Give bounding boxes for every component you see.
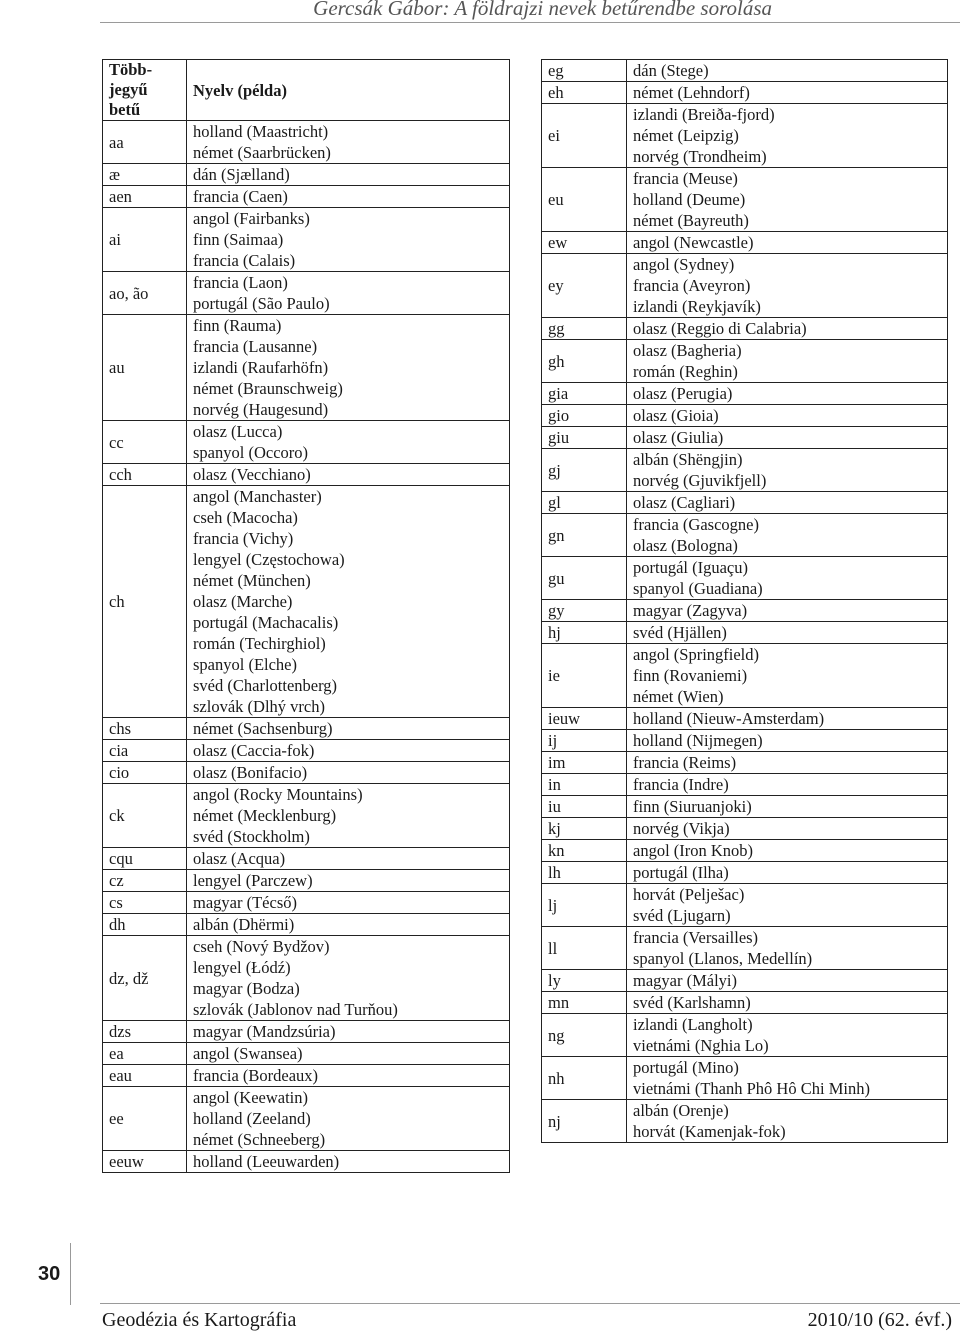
table-row <box>542 774 948 796</box>
letter-combination: eau <box>103 1065 187 1087</box>
letter-combination: æ <box>103 164 187 186</box>
language-examples <box>187 208 510 272</box>
example-entry: portugál (Iguaçu) <box>633 558 748 577</box>
language-examples <box>627 557 948 600</box>
language-examples <box>627 1100 948 1143</box>
table-row <box>542 862 948 884</box>
table-row <box>103 914 510 936</box>
language-examples <box>627 449 948 492</box>
example-entry: német (Sachsenburg) <box>193 719 333 738</box>
table-row <box>542 752 948 774</box>
example-entry: angol (Sydney) <box>633 255 735 274</box>
example-entry: norvég (Vikja) <box>633 819 730 838</box>
example-entry: vietnámi (Thanh Phô Hô Chi Minh) <box>633 1079 870 1098</box>
example-entry: német (München) <box>193 571 311 590</box>
language-examples <box>187 421 510 464</box>
language-examples <box>627 340 948 383</box>
example-entry: olasz (Bagheria) <box>633 341 742 360</box>
letter-combination: au <box>103 315 187 421</box>
letter-combination: giu <box>542 427 627 449</box>
table-row <box>542 104 948 168</box>
letter-combination: gl <box>542 492 627 514</box>
letter-combination: chs <box>103 718 187 740</box>
example-entry: holland (Zeeland) <box>193 1109 311 1128</box>
language-examples <box>627 927 948 970</box>
language-examples <box>187 315 510 421</box>
letter-combination: cz <box>103 870 187 892</box>
letter-combination: aa <box>103 121 187 164</box>
letter-combination: ei <box>542 104 627 168</box>
language-examples <box>627 492 948 514</box>
letter-combination: ee <box>103 1087 187 1151</box>
letter-combination: cch <box>103 464 187 486</box>
example-entry: angol (Swansea) <box>193 1044 303 1063</box>
example-entry: francia (Meuse) <box>633 169 738 188</box>
letter-combination: cc <box>103 421 187 464</box>
language-examples <box>627 168 948 232</box>
example-entry: izlandi (Raufarhöfn) <box>193 358 329 377</box>
language-examples <box>187 1087 510 1151</box>
letter-combination: nj <box>542 1100 627 1143</box>
example-entry: magyar (Técső) <box>193 893 297 912</box>
example-entry: izlandi (Breiða-fjord) <box>633 105 775 124</box>
example-entry: lengyel (Częstochowa) <box>193 550 345 569</box>
letter-combination: gy <box>542 600 627 622</box>
example-entry: francia (Gascogne) <box>633 515 759 534</box>
language-examples <box>187 186 510 208</box>
table-row <box>542 884 948 927</box>
example-entry: spanyol (Occoro) <box>193 443 309 462</box>
language-examples <box>627 514 948 557</box>
example-entry: albán (Dhërmi) <box>193 915 295 934</box>
example-entry: német (Bayreuth) <box>633 211 749 230</box>
example-entry: angol (Keewatin) <box>193 1088 308 1107</box>
letter-combination: nh <box>542 1057 627 1100</box>
example-entry: francia (Aveyron) <box>633 276 751 295</box>
letter-combination: ij <box>542 730 627 752</box>
language-examples <box>627 318 948 340</box>
example-entry: holland (Leeuwarden) <box>193 1152 340 1171</box>
example-entry: albán (Shëngjin) <box>633 450 743 469</box>
example-entry: angol (Springfield) <box>633 645 760 664</box>
table-row <box>103 936 510 1021</box>
example-entry: finn (Saimaa) <box>193 230 284 249</box>
table-row <box>103 1087 510 1151</box>
table-row <box>103 740 510 762</box>
language-examples <box>187 740 510 762</box>
example-entry: szlovák (Jablonov nad Turňou) <box>193 1000 398 1019</box>
table-row <box>103 848 510 870</box>
table-row <box>103 121 510 164</box>
example-entry: olasz (Giulia) <box>633 428 724 447</box>
example-entry: svéd (Karlshamn) <box>633 993 751 1012</box>
table-row <box>542 427 948 449</box>
table-row <box>542 600 948 622</box>
example-entry: svéd (Charlottenberg) <box>193 676 338 695</box>
language-examples <box>187 272 510 315</box>
table-row <box>542 1014 948 1057</box>
letter-combination: dh <box>103 914 187 936</box>
letter-combination: cqu <box>103 848 187 870</box>
letter-combination: eu <box>542 168 627 232</box>
letter-combination: kj <box>542 818 627 840</box>
language-examples <box>187 784 510 848</box>
letter-combination: cia <box>103 740 187 762</box>
table-row <box>103 272 510 315</box>
table-row <box>103 486 510 718</box>
example-entry: holland (Maastricht) <box>193 122 329 141</box>
letter-combination: gh <box>542 340 627 383</box>
letter-combination: in <box>542 774 627 796</box>
table-row <box>103 164 510 186</box>
page-number-rule <box>70 1243 71 1305</box>
language-examples <box>187 848 510 870</box>
example-entry: spanyol (Llanos, Medellín) <box>633 949 813 968</box>
table-row <box>542 514 948 557</box>
example-entry: magyar (Mályi) <box>633 971 738 990</box>
example-entry: holland (Nijmegen) <box>633 731 763 750</box>
example-entry: francia (Laon) <box>193 273 288 292</box>
table-row <box>542 405 948 427</box>
language-examples <box>627 254 948 318</box>
example-entry: olasz (Acqua) <box>193 849 286 868</box>
left-table <box>102 59 510 1173</box>
letter-combination: gio <box>542 405 627 427</box>
language-examples <box>627 104 948 168</box>
letter-combination: gu <box>542 557 627 600</box>
language-examples <box>187 164 510 186</box>
language-examples <box>627 622 948 644</box>
example-entry: olasz (Cagliari) <box>633 493 736 512</box>
language-examples <box>187 870 510 892</box>
table-row <box>542 383 948 405</box>
table-row <box>103 186 510 208</box>
letter-combination: ai <box>103 208 187 272</box>
footer-rule <box>100 1303 960 1304</box>
letter-combination: ao, ão <box>103 272 187 315</box>
example-entry: lengyel (Parczew) <box>193 871 313 890</box>
table-row <box>542 818 948 840</box>
letter-combination: ieuw <box>542 708 627 730</box>
example-entry: olasz (Gioia) <box>633 406 719 425</box>
example-entry: olasz (Marche) <box>193 592 293 611</box>
language-examples <box>627 774 948 796</box>
example-entry: francia (Calais) <box>193 251 296 270</box>
example-entry: izlandi (Langholt) <box>633 1015 753 1034</box>
example-entry: spanyol (Elche) <box>193 655 298 674</box>
table-row <box>542 927 948 970</box>
language-examples <box>627 1014 948 1057</box>
page-number: 30 <box>38 1263 61 1285</box>
example-entry: finn (Rauma) <box>193 316 282 335</box>
example-entry: dán (Sjælland) <box>193 165 290 184</box>
table-row <box>103 1151 510 1173</box>
letter-combination: ey <box>542 254 627 318</box>
table-row <box>103 208 510 272</box>
example-entry: portugál (Machacalis) <box>193 613 339 632</box>
example-entry: olasz (Bonifacio) <box>193 763 308 782</box>
example-entry: lengyel (Łódź) <box>193 958 291 977</box>
language-examples <box>627 60 948 82</box>
table-row <box>542 992 948 1014</box>
table-row <box>542 557 948 600</box>
example-entry: angol (Iron Knob) <box>633 841 754 860</box>
example-entry: német (Mecklenburg) <box>193 806 337 825</box>
language-examples <box>627 840 948 862</box>
table-row <box>542 60 948 82</box>
example-entry: német (Leipzig) <box>633 126 739 145</box>
example-entry: finn (Rovaniemi) <box>633 666 748 685</box>
example-entry: dán (Stege) <box>633 61 709 80</box>
example-entry: holland (Deume) <box>633 190 746 209</box>
table-row <box>103 421 510 464</box>
table-row <box>542 254 948 318</box>
column-header-language: Nyelv (példa) <box>187 60 510 121</box>
table-row <box>542 970 948 992</box>
example-entry: román (Reghin) <box>633 362 738 381</box>
table-row <box>103 718 510 740</box>
example-entry: francia (Versailles) <box>633 928 759 947</box>
example-entry: angol (Manchaster) <box>193 487 322 506</box>
language-examples <box>627 992 948 1014</box>
language-examples <box>627 405 948 427</box>
letter-combination: lh <box>542 862 627 884</box>
language-examples <box>627 862 948 884</box>
language-examples <box>627 427 948 449</box>
example-entry: francia (Lausanne) <box>193 337 318 356</box>
example-entry: olasz (Lucca) <box>193 422 283 441</box>
letter-combination: gia <box>542 383 627 405</box>
letter-combination: mn <box>542 992 627 1014</box>
letter-combination: hj <box>542 622 627 644</box>
language-examples <box>187 1021 510 1043</box>
example-entry: svéd (Hjällen) <box>633 623 727 642</box>
example-entry: angol (Newcastle) <box>633 233 754 252</box>
example-entry: horvát (Pelješac) <box>633 885 745 904</box>
column-header-line: jegyű <box>109 80 148 99</box>
example-entry: német (Wien) <box>633 687 724 706</box>
table-row <box>103 762 510 784</box>
table-row <box>542 492 948 514</box>
example-entry: albán (Orenje) <box>633 1101 729 1120</box>
example-entry: német (Saarbrücken) <box>193 143 331 162</box>
letter-combination: ch <box>103 486 187 718</box>
table-row <box>542 796 948 818</box>
table-row <box>103 892 510 914</box>
example-entry: német (Braunschweig) <box>193 379 343 398</box>
example-entry: magyar (Zagyva) <box>633 601 748 620</box>
table-row <box>103 315 510 421</box>
example-entry: német (Schneeberg) <box>193 1130 326 1149</box>
example-entry: holland (Nieuw-Amsterdam) <box>633 709 825 728</box>
table-row <box>542 730 948 752</box>
example-entry: magyar (Bodza) <box>193 979 300 998</box>
language-examples <box>187 914 510 936</box>
example-entry: német (Lehndorf) <box>633 83 750 102</box>
column-header-letter <box>103 60 187 121</box>
letter-combination: ea <box>103 1043 187 1065</box>
letter-combination: kn <box>542 840 627 862</box>
example-entry: olasz (Perugia) <box>633 384 733 403</box>
example-entry: vietnámi (Nghia Lo) <box>633 1036 769 1055</box>
example-entry: cseh (Nový Bydžov) <box>193 937 330 956</box>
letter-combination: aen <box>103 186 187 208</box>
language-examples <box>627 818 948 840</box>
example-entry: norvég (Gjuvikfjell) <box>633 471 767 490</box>
table-row <box>542 168 948 232</box>
example-entry: horvát (Kamenjak-fok) <box>633 1122 786 1141</box>
example-entry: spanyol (Guadiana) <box>633 579 763 598</box>
table-row <box>542 318 948 340</box>
example-entry: norvég (Haugesund) <box>193 400 329 419</box>
table-row <box>542 82 948 104</box>
example-entry: svéd (Ljugarn) <box>633 906 731 925</box>
table-row <box>542 840 948 862</box>
header-rule <box>100 22 960 23</box>
language-examples <box>187 1043 510 1065</box>
table-row <box>542 1100 948 1143</box>
table-row <box>103 784 510 848</box>
example-entry: francia (Caen) <box>193 187 288 206</box>
example-entry: francia (Indre) <box>633 775 729 794</box>
column-header-line: betű <box>109 100 141 119</box>
letter-combination: eh <box>542 82 627 104</box>
example-entry: olasz (Caccia-fok) <box>193 741 315 760</box>
letter-combination: gj <box>542 449 627 492</box>
language-examples <box>187 892 510 914</box>
example-entry: portugál (São Paulo) <box>193 294 330 313</box>
letter-combination: ew <box>542 232 627 254</box>
column-header-line: Több- <box>109 60 153 79</box>
table-header-row <box>103 60 510 121</box>
language-examples <box>627 383 948 405</box>
language-examples <box>627 600 948 622</box>
letter-combination: cs <box>103 892 187 914</box>
letter-combination: dzs <box>103 1021 187 1043</box>
letter-combination: im <box>542 752 627 774</box>
issue-info: 2010/10 (62. évf.) <box>807 1309 952 1331</box>
table-row <box>542 232 948 254</box>
table-row <box>542 449 948 492</box>
language-examples <box>187 718 510 740</box>
language-examples <box>627 884 948 927</box>
language-examples <box>627 708 948 730</box>
language-examples <box>187 1151 510 1173</box>
example-entry: finn (Siuruanjoki) <box>633 797 752 816</box>
table-row <box>542 644 948 708</box>
language-examples <box>187 1065 510 1087</box>
journal-name: Geodézia és Kartográfia <box>102 1309 297 1331</box>
table-row <box>103 1021 510 1043</box>
language-examples <box>627 752 948 774</box>
letter-combination: eeuw <box>103 1151 187 1173</box>
example-entry: olasz (Reggio di Calabria) <box>633 319 807 338</box>
table-row <box>542 622 948 644</box>
language-examples <box>627 232 948 254</box>
letter-combination: ng <box>542 1014 627 1057</box>
example-entry: svéd (Stockholm) <box>193 827 310 846</box>
table-row <box>103 1065 510 1087</box>
language-examples <box>627 644 948 708</box>
table-row <box>103 464 510 486</box>
language-examples <box>627 970 948 992</box>
example-entry: olasz (Bologna) <box>633 536 738 555</box>
table-row <box>542 708 948 730</box>
example-entry: angol (Rocky Mountains) <box>193 785 363 804</box>
language-examples <box>627 730 948 752</box>
letter-combination: gn <box>542 514 627 557</box>
table-row <box>103 1043 510 1065</box>
example-entry: szlovák (Dlhý vrch) <box>193 697 325 716</box>
letter-combination: ll <box>542 927 627 970</box>
letter-combination: gg <box>542 318 627 340</box>
example-entry: olasz (Vecchiano) <box>193 465 311 484</box>
table-row <box>542 340 948 383</box>
table-row <box>103 870 510 892</box>
table-row <box>542 1057 948 1100</box>
example-entry: francia (Reims) <box>633 753 737 772</box>
running-title: Gercsák Gábor: A földrajzi nevek betűrendbe sorolása <box>313 0 772 20</box>
language-examples <box>187 464 510 486</box>
letter-combination: eg <box>542 60 627 82</box>
example-entry: francia (Bordeaux) <box>193 1066 319 1085</box>
letter-combination: cio <box>103 762 187 784</box>
example-entry: cseh (Macocha) <box>193 508 298 527</box>
language-examples <box>187 486 510 718</box>
language-examples <box>187 936 510 1021</box>
example-entry: angol (Fairbanks) <box>193 209 310 228</box>
letter-combination: ie <box>542 644 627 708</box>
letter-combination: iu <box>542 796 627 818</box>
right-table <box>541 59 948 1143</box>
language-examples <box>187 762 510 784</box>
language-examples <box>187 121 510 164</box>
example-entry: portugál (Mino) <box>633 1058 739 1077</box>
example-entry: norvég (Trondheim) <box>633 147 767 166</box>
language-examples <box>627 796 948 818</box>
language-examples <box>627 1057 948 1100</box>
letter-combination: ck <box>103 784 187 848</box>
letter-combination: ly <box>542 970 627 992</box>
example-entry: izlandi (Reykjavík) <box>633 297 761 316</box>
example-entry: portugál (Ilha) <box>633 863 729 882</box>
example-entry: román (Techirghiol) <box>193 634 326 653</box>
letter-combination: dz, dž <box>103 936 187 1021</box>
language-examples <box>627 82 948 104</box>
example-entry: francia (Vichy) <box>193 529 294 548</box>
example-entry: magyar (Mandzsúria) <box>193 1022 336 1041</box>
letter-combination: lj <box>542 884 627 927</box>
